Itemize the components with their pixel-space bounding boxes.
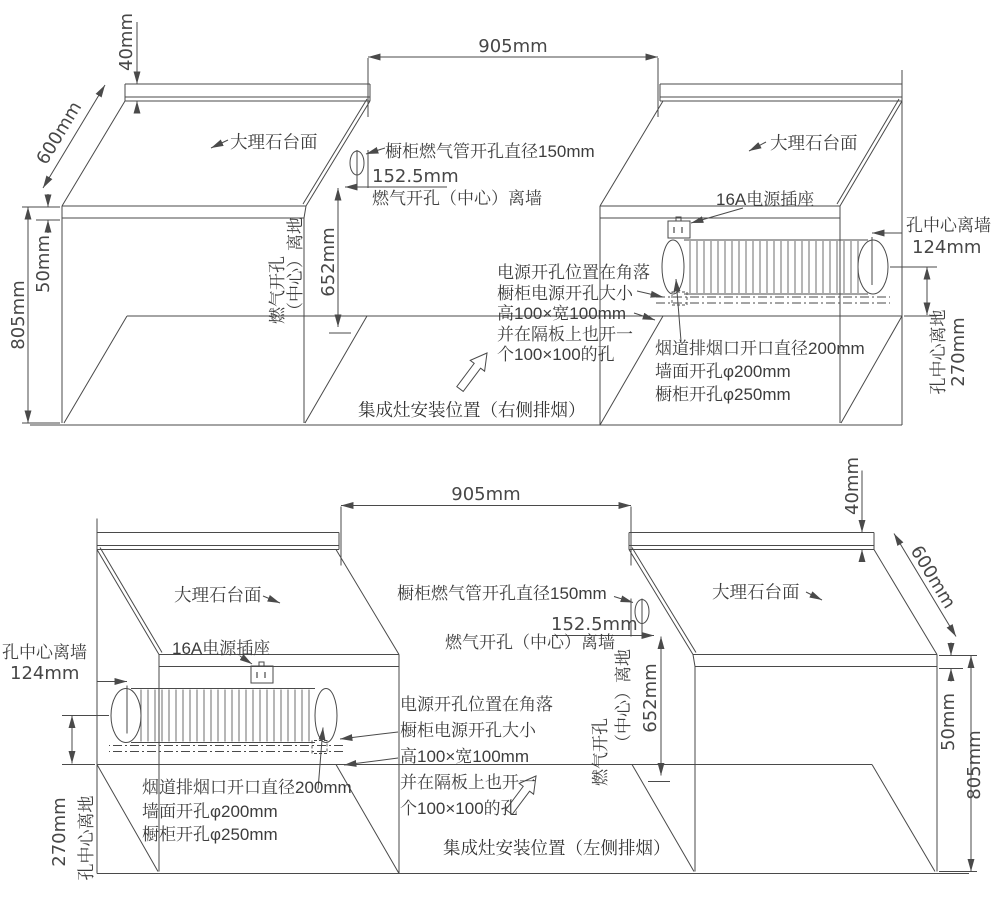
top-gas-pipe-hole-label: 橱柜燃气管开孔直径150mm — [385, 142, 595, 161]
bottom-dim-805: 805mm — [964, 730, 985, 800]
bottom-power-note-leader-a — [340, 732, 398, 739]
top-hole-floor-label: 孔中心离地 — [929, 309, 948, 395]
svg-text:墙面开孔φ200mm: 墙面开孔φ200mm — [142, 802, 278, 821]
svg-text:橱柜开孔φ250mm: 橱柜开孔φ250mm — [655, 385, 791, 404]
svg-text:并在隔板上也开一: 并在隔板上也开一 — [497, 325, 633, 344]
top-dim-152: 152.5mm — [372, 166, 459, 187]
bottom-power-note — [400, 695, 553, 818]
top-dim-40: 40mm — [116, 13, 137, 71]
top-dim-270: 270mm — [948, 317, 969, 387]
top-power-socket — [668, 208, 743, 238]
top-socket-label: 16A电源插座 — [716, 190, 815, 209]
bottom-dim-270: 270mm — [49, 797, 70, 867]
top-dim-652: 652mm — [318, 227, 339, 297]
top-right-marble-label: 大理石台面 — [770, 133, 858, 153]
svg-text:烟道排烟口开口直径200mm: 烟道排烟口开口直径200mm — [142, 778, 352, 797]
svg-text:橱柜电源开孔大小: 橱柜电源开孔大小 — [400, 721, 536, 740]
bottom-gas-floor-label-l1: 燃气开孔 — [591, 718, 610, 786]
bottom-dim-40: 40mm — [842, 457, 863, 515]
top-dim-50: 50mm — [33, 235, 54, 293]
bottom-gas-pipe-hole-label: 橱柜燃气管开孔直径150mm — [397, 584, 607, 603]
svg-text:墙面开孔φ200mm: 墙面开孔φ200mm — [655, 362, 791, 381]
bottom-caption: 集成灶安装位置（左侧排烟） — [443, 838, 671, 858]
bottom-dim-600: 600mm — [905, 541, 960, 613]
bottom-socket-label: 16A电源插座 — [172, 639, 271, 658]
svg-text:电源开孔位置在角落: 电源开孔位置在角落 — [497, 263, 650, 282]
top-gas-floor-label-l1: 燃气开孔 — [268, 256, 287, 324]
bottom-hole-wall-label: 孔中心离墙 — [2, 643, 87, 662]
bottom-dim-905: 905mm — [451, 484, 521, 505]
bottom-dim-50: 50mm — [938, 693, 959, 751]
svg-text:橱柜开孔φ250mm: 橱柜开孔φ250mm — [142, 825, 278, 844]
svg-text:高100×宽100mm: 高100×宽100mm — [400, 747, 529, 766]
bottom-duct-note — [142, 778, 352, 844]
bottom-right-marble-leader — [806, 592, 822, 600]
bottom-gas-floor-label-l2: （中心）离地 — [614, 649, 633, 751]
top-gas-wall-label: 燃气开孔（中心）离墙 — [372, 189, 542, 208]
bottom-dim-124: 124mm — [10, 663, 80, 684]
bottom-left-marble-leader — [263, 596, 280, 603]
top-duct-note — [655, 339, 865, 404]
svg-text:个100×100的孔: 个100×100的孔 — [497, 345, 615, 364]
bottom-dim-152: 152.5mm — [551, 614, 638, 635]
svg-text:烟道排烟口开口直径200mm: 烟道排烟口开口直径200mm — [655, 339, 865, 358]
bottom-power-socket — [240, 656, 273, 683]
bottom-power-note-leader-b — [344, 758, 398, 765]
bottom-dim-652: 652mm — [640, 663, 661, 733]
svg-text:个100×100的孔: 个100×100的孔 — [400, 799, 518, 818]
top-power-note-leader-a — [637, 291, 663, 297]
top-gas-floor-label-l2: （中心）离地 — [286, 217, 305, 319]
top-caption: 集成灶安装位置（右侧排烟） — [358, 400, 586, 420]
bottom-right-marble-label: 大理石台面 — [712, 582, 800, 602]
svg-text:橱柜电源开孔大小: 橱柜电源开孔大小 — [497, 284, 633, 303]
top-dim-905: 905mm — [478, 36, 548, 57]
bottom-gas-wall-label: 燃气开孔（中心）离墙 — [445, 633, 615, 652]
svg-text:并在隔板上也开一: 并在隔板上也开一 — [400, 773, 536, 792]
top-right-marble-leader — [749, 142, 766, 151]
top-dim-805: 805mm — [8, 280, 29, 350]
svg-text:高100×宽100mm: 高100×宽100mm — [497, 304, 626, 323]
top-install-position-arrow — [457, 353, 487, 391]
top-power-note — [497, 263, 650, 364]
top-dim-124: 124mm — [912, 237, 982, 258]
svg-text:电源开孔位置在角落: 电源开孔位置在角落 — [400, 695, 553, 714]
top-hole-wall-label: 孔中心离墙 — [906, 216, 991, 235]
top-left-marble-leader — [211, 140, 228, 148]
bottom-left-marble-label: 大理石台面 — [174, 585, 262, 605]
top-dim-600: 600mm — [32, 97, 87, 169]
top-left-marble-label: 大理石台面 — [230, 132, 318, 152]
bottom-hole-floor-label: 孔中心离地 — [77, 795, 96, 881]
